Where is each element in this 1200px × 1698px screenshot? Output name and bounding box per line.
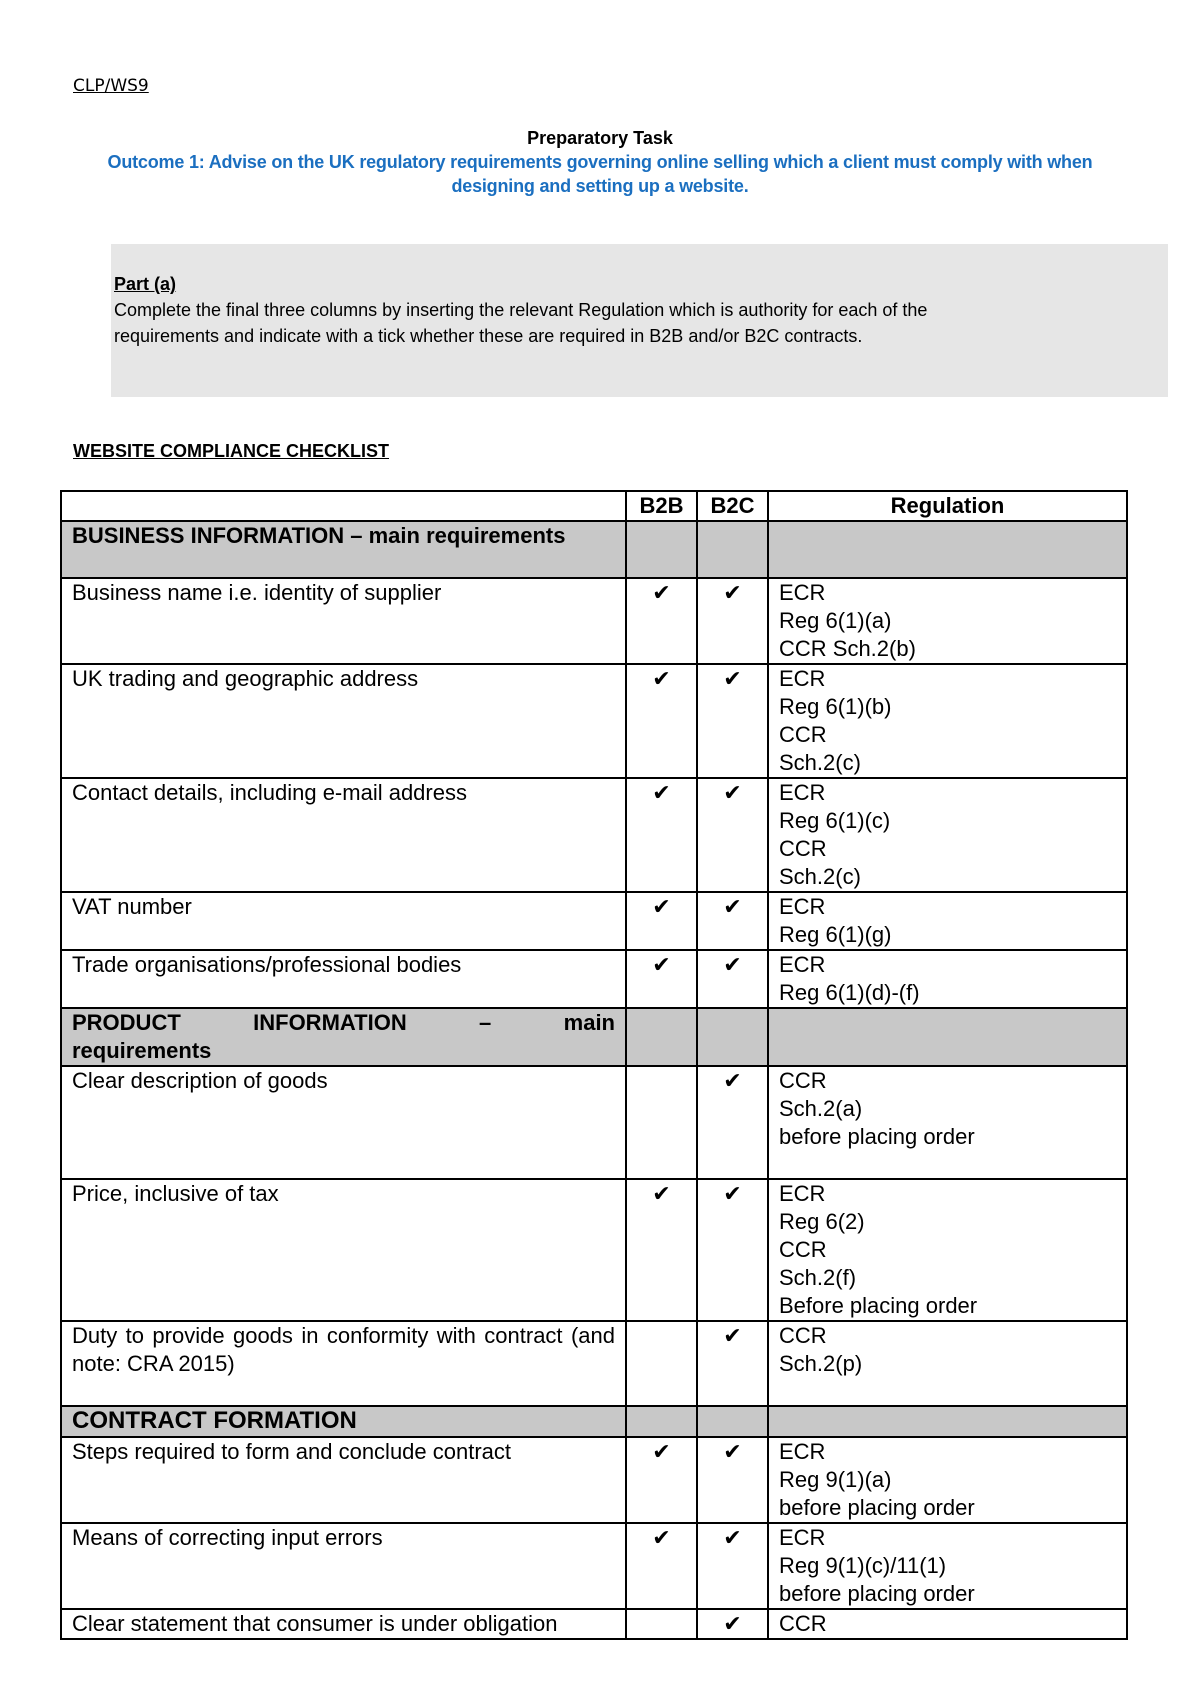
section-label bbox=[61, 1008, 626, 1066]
b2c-tick: ✔ bbox=[697, 1321, 768, 1406]
section-row-business bbox=[61, 521, 1127, 578]
requirement-label: Price, inclusive of tax bbox=[61, 1179, 626, 1321]
section-b2b-cell bbox=[626, 1406, 697, 1437]
document-reference: CLP/WS9 bbox=[73, 76, 149, 96]
section-b2b-cell bbox=[626, 1008, 697, 1066]
table-header-row bbox=[61, 491, 1127, 521]
b2b-tick: ✔ bbox=[626, 950, 697, 1008]
table-row bbox=[61, 1523, 1127, 1609]
b2b-tick: ✔ bbox=[626, 1437, 697, 1523]
b2c-tick: ✔ bbox=[697, 664, 768, 778]
regulation-cell: CCR Sch.2(a) before placing order bbox=[768, 1066, 1127, 1179]
table-row bbox=[61, 950, 1127, 1008]
b2b-tick: ✔ bbox=[626, 664, 697, 778]
requirement-label: Duty to provide goods in conformity with contract (and note: CRA 2015) bbox=[61, 1321, 626, 1406]
table-row bbox=[61, 1437, 1127, 1523]
section-b2c-cell bbox=[697, 1406, 768, 1437]
section-row-contract bbox=[61, 1406, 1127, 1437]
heading-block bbox=[73, 126, 1127, 198]
b2b-tick: ✔ bbox=[626, 1523, 697, 1609]
part-a-instruction-line-2: requirements and indicate with a tick whether these are required in B2B and/or B2C contracts. bbox=[114, 326, 863, 346]
requirement-label: Clear statement that consumer is under obligation bbox=[61, 1609, 626, 1639]
b2c-tick: ✔ bbox=[697, 1066, 768, 1179]
table-row bbox=[61, 778, 1127, 892]
section-row-product bbox=[61, 1008, 1127, 1066]
table-row bbox=[61, 1321, 1127, 1406]
requirement-label: Clear description of goods bbox=[61, 1066, 626, 1179]
b2b-tick bbox=[626, 1609, 697, 1639]
header-b2b: B2B bbox=[626, 491, 697, 521]
section-b2c-cell bbox=[697, 1008, 768, 1066]
part-a-box bbox=[111, 244, 1168, 397]
requirement-label: VAT number bbox=[61, 892, 626, 950]
regulation-cell: ECR Reg 9(1)(a) before placing order bbox=[768, 1437, 1127, 1523]
section-b2b-cell bbox=[626, 521, 697, 578]
part-a-title: Part (a) bbox=[114, 274, 177, 294]
section-regulation-cell bbox=[768, 1406, 1127, 1437]
b2c-tick: ✔ bbox=[697, 1179, 768, 1321]
regulation-cell: ECR Reg 6(1)(a) CCR Sch.2(b) bbox=[768, 578, 1127, 664]
checklist-title: WEBSITE COMPLIANCE CHECKLIST bbox=[73, 441, 390, 461]
table-row bbox=[61, 1179, 1127, 1321]
regulation-cell: ECR Reg 6(1)(b) CCR Sch.2(c) bbox=[768, 664, 1127, 778]
b2b-tick: ✔ bbox=[626, 892, 697, 950]
outcome-line-2: designing and setting up a website. bbox=[451, 176, 749, 196]
header-b2c: B2C bbox=[697, 491, 768, 521]
header-regulation: Regulation bbox=[768, 491, 1127, 521]
b2b-tick: ✔ bbox=[626, 1179, 697, 1321]
page-title: Preparatory Task bbox=[527, 128, 673, 148]
b2b-tick bbox=[626, 1321, 697, 1406]
regulation-cell: ECR Reg 6(1)(d)-(f) bbox=[768, 950, 1127, 1008]
compliance-table bbox=[60, 490, 1128, 1640]
section-regulation-cell bbox=[768, 1008, 1127, 1066]
table-row bbox=[61, 578, 1127, 664]
regulation-cell: ECR Reg 6(1)(g) bbox=[768, 892, 1127, 950]
b2c-tick: ✔ bbox=[697, 778, 768, 892]
table-row bbox=[61, 664, 1127, 778]
b2b-tick: ✔ bbox=[626, 778, 697, 892]
section-label-line-1: PRODUCT INFORMATION – main bbox=[72, 1010, 615, 1035]
table-row bbox=[61, 892, 1127, 950]
regulation-cell: ECR Reg 9(1)(c)/11(1) before placing order bbox=[768, 1523, 1127, 1609]
b2c-tick: ✔ bbox=[697, 1609, 768, 1639]
requirement-label: Steps required to form and conclude contract bbox=[61, 1437, 626, 1523]
part-a-instruction-line-1: Complete the final three columns by inserting the relevant Regulation which is authority for each of the bbox=[114, 300, 928, 320]
b2b-tick bbox=[626, 1066, 697, 1179]
section-b2c-cell bbox=[697, 521, 768, 578]
requirement-label: UK trading and geographic address bbox=[61, 664, 626, 778]
table-row bbox=[61, 1609, 1127, 1639]
requirement-label: Means of correcting input errors bbox=[61, 1523, 626, 1609]
requirement-label: Business name i.e. identity of supplier bbox=[61, 578, 626, 664]
section-label-line-2: requirements bbox=[72, 1038, 212, 1063]
b2c-tick: ✔ bbox=[697, 892, 768, 950]
regulation-cell: ECR Reg 6(1)(c) CCR Sch.2(c) bbox=[768, 778, 1127, 892]
b2c-tick: ✔ bbox=[697, 1437, 768, 1523]
b2b-tick: ✔ bbox=[626, 578, 697, 664]
regulation-cell: CCR Sch.2(p) bbox=[768, 1321, 1127, 1406]
outcome-line-1: Outcome 1: Advise on the UK regulatory requirements governing online selling which a client must comply with when bbox=[107, 152, 1093, 172]
section-label: CONTRACT FORMATION bbox=[61, 1406, 626, 1437]
section-label: BUSINESS INFORMATION – main requirements bbox=[61, 521, 626, 578]
regulation-cell: CCR bbox=[768, 1609, 1127, 1639]
b2c-tick: ✔ bbox=[697, 578, 768, 664]
table-row bbox=[61, 1066, 1127, 1179]
section-regulation-cell bbox=[768, 521, 1127, 578]
requirement-label: Contact details, including e-mail address bbox=[61, 778, 626, 892]
b2c-tick: ✔ bbox=[697, 1523, 768, 1609]
header-requirement bbox=[61, 491, 626, 521]
requirement-label: Trade organisations/professional bodies bbox=[61, 950, 626, 1008]
b2c-tick: ✔ bbox=[697, 950, 768, 1008]
regulation-cell: ECR Reg 6(2) CCR Sch.2(f) Before placing order bbox=[768, 1179, 1127, 1321]
